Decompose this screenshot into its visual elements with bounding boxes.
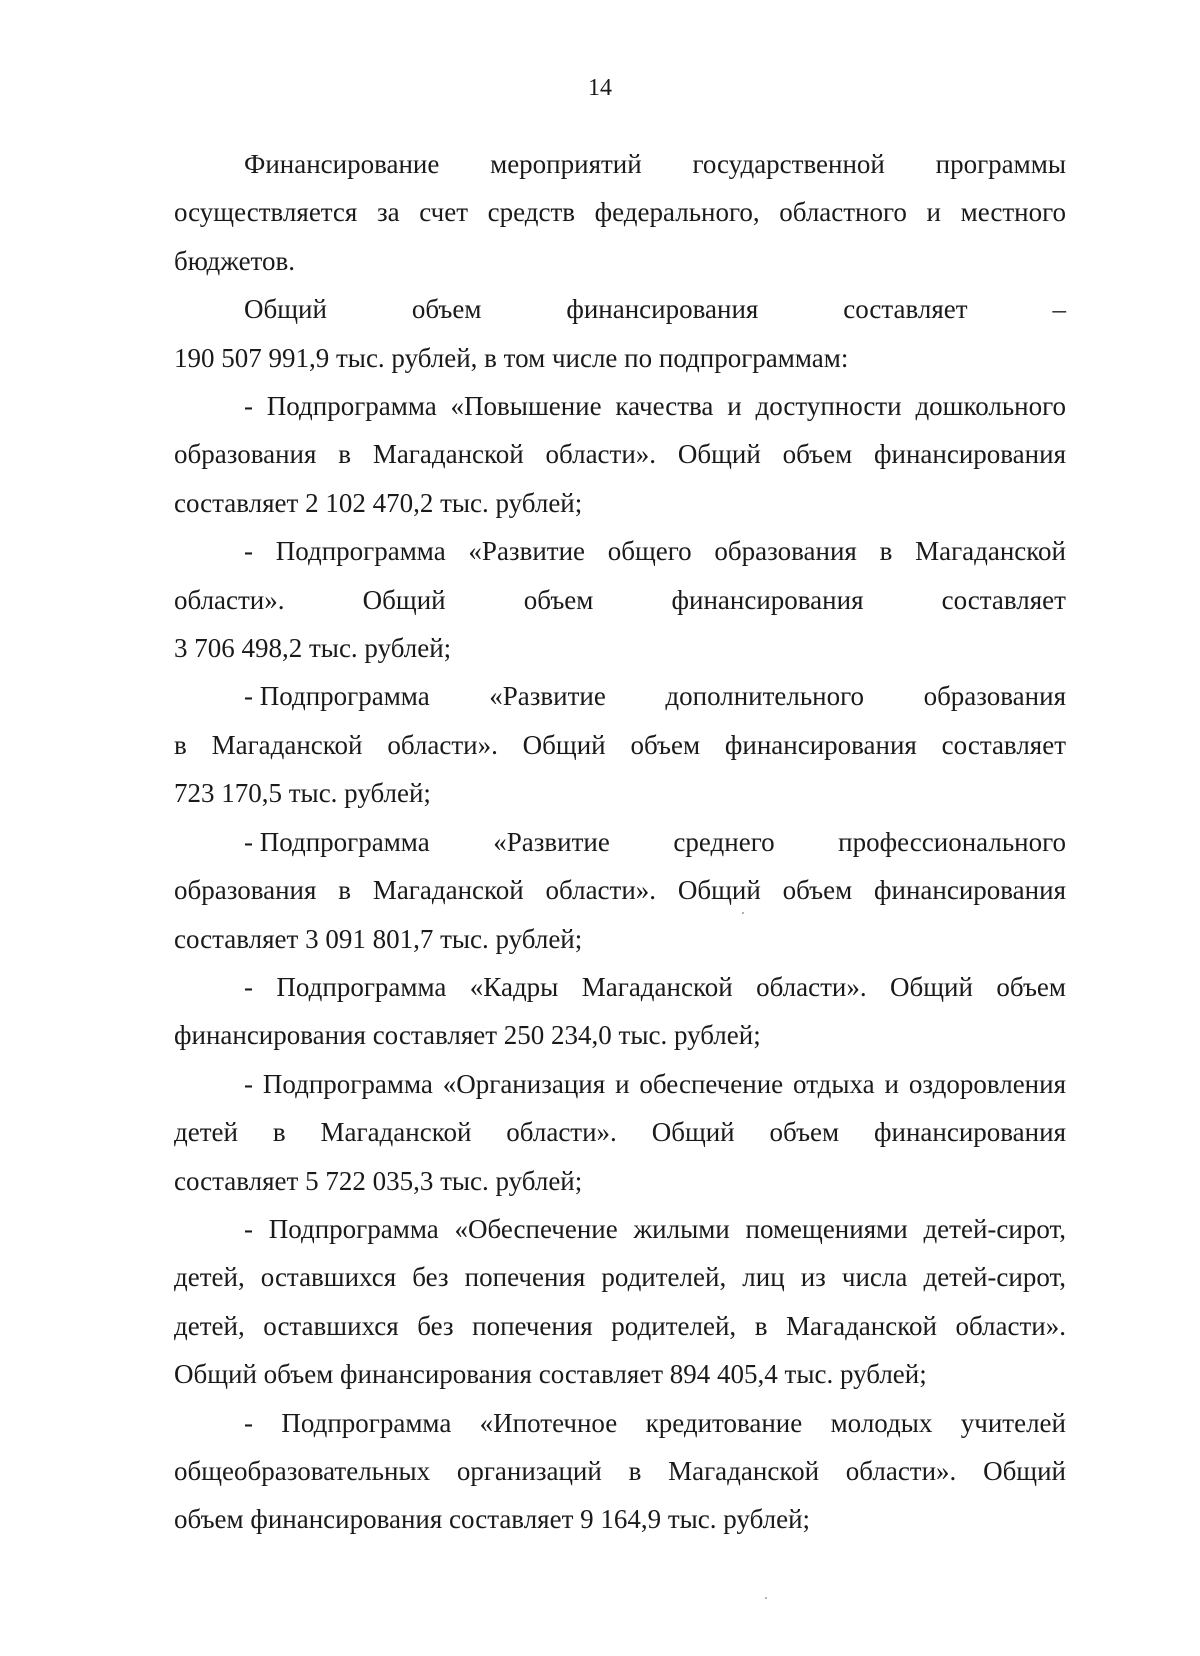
word: дополнительного: [665, 681, 865, 712]
word: финансирования: [566, 294, 759, 325]
word: детей: [174, 1117, 238, 1148]
line-text: осуществляется за счет средств федерального, областного и местного: [174, 197, 1066, 228]
word: финансирования: [671, 584, 864, 615]
paragraph-subprogram-preschool: [174, 382, 1066, 527]
word: области».: [506, 1117, 617, 1148]
line-text: - Подпрограмма «Кадры Магаданской области». Общий объем: [244, 971, 1066, 1002]
word: образования: [923, 681, 1066, 712]
text-line: [174, 382, 1066, 430]
text-line: Общий объем финансирования составляет 894 405,4 тыс. рублей;: [174, 1359, 927, 1390]
word: финансирования: [874, 1117, 1066, 1148]
word: области».: [174, 584, 285, 615]
word: среднего: [673, 826, 775, 857]
word: мероприятий: [490, 149, 642, 179]
text-line: [174, 1060, 1066, 1108]
word: Общий: [362, 584, 446, 615]
text-line: составляет 2 102 470,2 тыс. рублей;: [174, 487, 583, 518]
text-line: [174, 721, 1066, 769]
word: составляет: [941, 584, 1066, 615]
text-line: 190 507 991,9 тыс. рублей, в том числе по подпрограммам:: [174, 342, 849, 373]
text-line: [174, 430, 1066, 478]
text-line: 3 706 498,2 тыс. рублей;: [174, 633, 452, 664]
paragraph-subprogram-general: [174, 527, 1066, 672]
word: Финансирование: [244, 149, 440, 179]
line-text: образования в Магаданской области». Общий объем финансирования: [174, 439, 1066, 470]
text-line: [174, 1253, 1066, 1301]
word: Общий: [244, 294, 327, 325]
word: профессионального: [838, 826, 1066, 857]
paragraph-subprogram-recreation: [174, 1060, 1066, 1205]
paragraph-financing-sources: [174, 140, 1066, 285]
paragraph-total-volume: [174, 285, 1066, 382]
word: объем: [523, 584, 594, 615]
line-text: - Подпрограмма «Повышение качества и доступности дошкольного: [244, 391, 1066, 422]
word: программы: [935, 149, 1066, 179]
word: Общий: [651, 1117, 735, 1148]
line-text: в Магаданской области». Общий объем финансирования составляет: [174, 729, 1066, 760]
paragraph-subprogram-personnel: [174, 963, 1066, 1060]
line-text: детей, оставшихся без попечения родителей, в Магаданской области».: [174, 1310, 1066, 1341]
word: объем: [769, 1117, 840, 1148]
paragraph-subprogram-additional: [174, 672, 1066, 817]
text-line: [174, 285, 1066, 333]
word: государственной: [692, 149, 885, 179]
word: составляет: [843, 294, 968, 325]
word: Магаданской: [320, 1117, 472, 1148]
body-text: [174, 140, 1066, 1544]
word: «Развитие: [493, 826, 610, 857]
page-number: 14: [588, 75, 612, 101]
text-line: [174, 188, 1066, 236]
text-line: объем финансирования составляет 9 164,9 тыс. рублей;: [174, 1504, 811, 1535]
line-text: - Подпрограмма «Обеспечение жилыми помещениями детей-сирот,: [244, 1213, 1066, 1244]
word: в: [272, 1117, 286, 1148]
text-line: [174, 672, 1066, 720]
text-line: [174, 140, 1066, 188]
text-line: [174, 818, 1066, 866]
text-line: [174, 1108, 1066, 1156]
line-text: образования в Магаданской области». Общий объем финансирования: [174, 875, 1066, 906]
line-text: - Подпрограмма «Ипотечное кредитование молодых учителей: [244, 1407, 1066, 1438]
text-line: 723 170,5 тыс. рублей;: [174, 778, 431, 809]
text-line: составляет 3 091 801,7 тыс. рублей;: [174, 923, 583, 954]
paragraph-subprogram-housing: [174, 1205, 1066, 1399]
line-text: общеобразовательных организаций в Магаданской области». Общий: [174, 1455, 1066, 1486]
word: «Развитие: [489, 681, 606, 712]
text-line: финансирования составляет 250 234,0 тыс. рублей;: [174, 1020, 761, 1051]
line-text: - Подпрограмма «Развитие общего образования в Магаданской: [244, 536, 1066, 567]
word: - Подпрограмма: [244, 681, 430, 712]
text-line: [174, 576, 1066, 624]
text-line: [174, 1399, 1066, 1447]
word: объем: [411, 294, 482, 325]
text-line: [174, 1205, 1066, 1253]
word: - Подпрограмма: [244, 826, 430, 857]
line-text: - Подпрограмма «Организация и обеспечение отдыха и оздоровления: [244, 1068, 1066, 1099]
text-line: бюджетов.: [174, 245, 295, 276]
paragraph-subprogram-mortgage: [174, 1399, 1066, 1544]
text-line: [174, 1447, 1066, 1495]
text-line: [174, 866, 1066, 914]
word: –: [1052, 294, 1066, 325]
paragraph-subprogram-vocational: [174, 818, 1066, 963]
line-text: детей, оставшихся без попечения родителей, лиц из числа детей-сирот,: [174, 1262, 1066, 1293]
scan-speck: [765, 1597, 767, 1599]
text-line: составляет 5 722 035,3 тыс. рублей;: [174, 1165, 583, 1196]
scan-speck: [742, 912, 744, 914]
text-line: [174, 1302, 1066, 1350]
text-line: [174, 527, 1066, 575]
text-line: [174, 963, 1066, 1011]
